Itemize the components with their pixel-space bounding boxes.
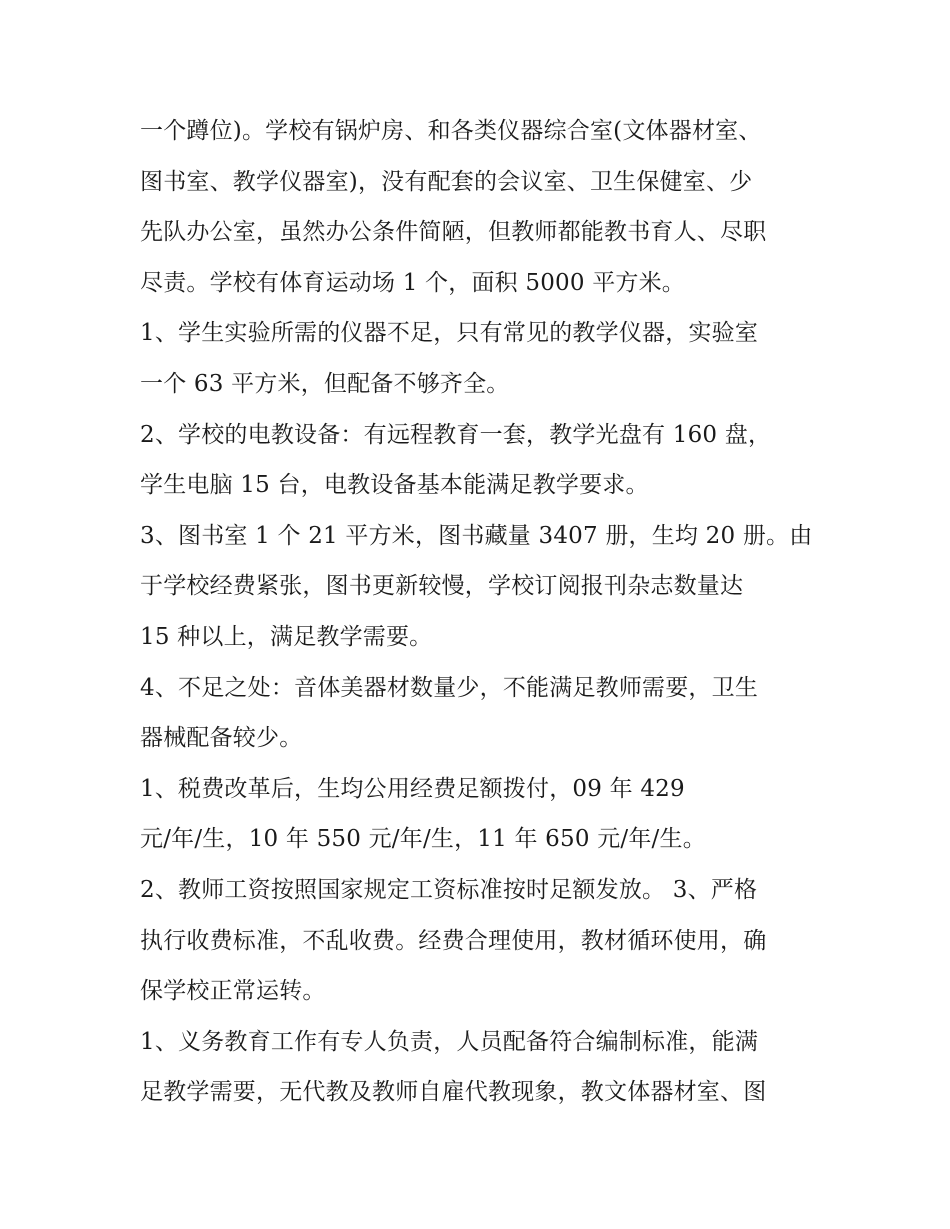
- text-line: 1、税费改革后，生均公用经费足额拨付，09 年 429: [140, 775, 685, 802]
- text-line: 3、图书室 1 个 21 平方米，图书藏量 3407 册，生均 20 册。由: [140, 522, 813, 549]
- text-line: 足教学需要，无代教及教师自雇代教现象，教文体器材室、图: [140, 1079, 767, 1106]
- text-line: 元/年/生，10 年 550 元/年/生，11 年 650 元/年/生。: [140, 826, 706, 853]
- text-line: 2、教师工资按照国家规定工资标准按时足额发放。 3、严格: [140, 876, 758, 903]
- text-line: 先队办公室，虽然办公条件简陋，但教师都能教书育人、尽职: [140, 219, 767, 246]
- text-line: 15 种以上，满足教学需要。: [140, 623, 433, 650]
- text-line: 尽责。学校有体育运动场 1 个，面积 5000 平方米。: [140, 269, 686, 296]
- text-line: 学生电脑 15 台，电教设备基本能满足教学要求。: [140, 472, 649, 499]
- document-body: [140, 106, 820, 1118]
- text-line: 1、义务教育工作有专人负责，人员配备符合编制标准，能满: [140, 1028, 759, 1055]
- text-line: 器械配备较少。: [140, 725, 303, 752]
- text-line: 2、学校的电教设备：有远程教育一套，教学光盘有 160 盘，: [140, 421, 772, 448]
- text-line: 保学校正常运转。: [140, 978, 326, 1005]
- text-line: 1、学生实验所需的仪器不足，只有常见的教学仪器，实验室: [140, 320, 759, 347]
- text-line: 一个蹲位)。学校有锅炉房、和各类仪器综合室(文体器材室、: [140, 118, 762, 144]
- text-line: 4、不足之处：音体美器材数量少，不能满足教师需要，卫生: [140, 674, 759, 701]
- text-line: 一个 63 平方米，但配备不够齐全。: [140, 370, 510, 397]
- text-line: 图书室、教学仪器室)，没有配套的会议室、卫生保健室、少: [140, 168, 753, 195]
- text-line: 执行收费标准，不乱收费。经费合理使用，教材循环使用，确: [140, 927, 767, 954]
- text-line: 于学校经费紧张，图书更新较慢，学校订阅报刊杂志数量达: [140, 573, 744, 600]
